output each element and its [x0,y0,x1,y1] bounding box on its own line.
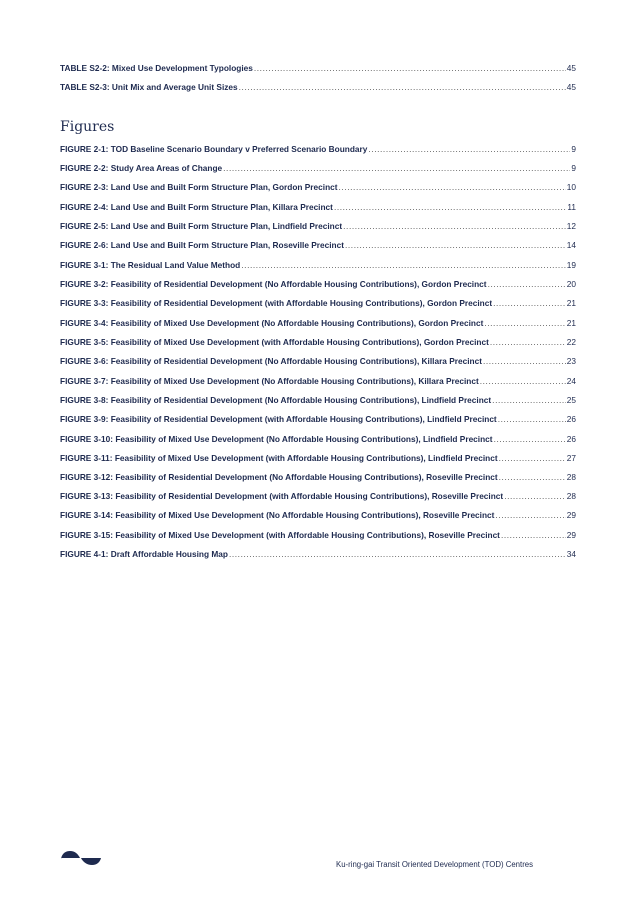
toc-entry-label: FIGURE 3-12: Feasibility of Residential Development (No Affordable Housing Contributions), Roseville Precinct [60,472,498,482]
dot-leader [480,376,566,386]
toc-entry-figure[interactable] [60,414,576,424]
toc-entry-label: FIGURE 3-14: Feasibility of Mixed Use Development (No Affordable Housing Contributions), Roseville Precinct [60,510,495,520]
toc-entry-figure[interactable] [60,510,576,520]
toc-page-number: 12 [566,221,576,231]
toc-page-number: 9 [571,144,576,154]
toc-entry-label: FIGURE 4-1: Draft Affordable Housing Map [60,549,228,559]
dot-leader [343,221,566,231]
toc-entry-figure[interactable] [60,472,576,482]
toc-entry-figure[interactable] [60,260,576,270]
toc-page-number: 22 [566,337,576,347]
toc-entry-label: FIGURE 3-5: Feasibility of Mixed Use Development (with Affordable Housing Contributions), Gordon Precinct [60,337,489,347]
toc-entry-figure[interactable] [60,298,576,308]
toc-entry-label: FIGURE 2-2: Study Area Areas of Change [60,163,223,173]
toc-entry-label: FIGURE 3-9: Feasibility of Residential Development (with Affordable Housing Contributions), Lindfield Precinct [60,414,497,424]
dot-leader [368,144,570,154]
toc-page-number: 29 [566,510,576,520]
toc-page-number: 21 [566,298,576,308]
dot-leader [254,63,566,73]
dot-leader [490,337,566,347]
toc-page-number: 23 [566,356,576,366]
footer-document-title: Ku-ring-gai Transit Oriented Development (TOD) Centres [336,860,534,869]
toc-page-number: 45 [566,63,576,73]
toc-entry-label: FIGURE 2-1: TOD Baseline Scenario Boundary v Preferred Scenario Boundary [60,144,368,154]
dot-leader [501,530,566,540]
toc-entry-figure[interactable] [60,337,576,347]
toc-entry-figure[interactable] [60,221,576,231]
toc-page-number: 20 [566,279,576,289]
dot-leader [504,491,566,501]
dot-leader [339,182,566,192]
dot-leader [334,202,566,212]
toc-entry-figure[interactable] [60,453,576,463]
toc-entry-figure[interactable] [60,318,576,328]
toc-entry-label: FIGURE 2-6: Land Use and Built Form Structure Plan, Roseville Precinct [60,240,344,250]
dot-leader [499,453,566,463]
toc-entry-label: FIGURE 2-5: Land Use and Built Form Structure Plan, Lindfield Precinct [60,221,343,231]
toc-entry-table-s2-3[interactable] [60,82,576,92]
toc-entry-label: FIGURE 3-1: The Residual Land Value Method [60,260,241,270]
toc-entry-label: FIGURE 3-13: Feasibility of Residential Development (with Affordable Housing Contributions), Roseville Precinct [60,491,504,501]
toc-entry-label: FIGURE 3-4: Feasibility of Mixed Use Development (No Affordable Housing Contributions), Gordon Precinct [60,318,484,328]
toc-page-number: 25 [566,395,576,405]
toc-entry-figure[interactable] [60,240,576,250]
figures-heading: Figures [60,119,115,135]
toc-page-number: 14 [566,240,576,250]
dot-leader [495,510,565,520]
wave-logo-icon [60,848,102,873]
toc-entry-label: FIGURE 3-10: Feasibility of Mixed Use Development (No Affordable Housing Contributions), Lindfield Precinct [60,434,493,444]
toc-page-number: 28 [566,491,576,501]
dot-leader [483,356,566,366]
toc-entry-figure[interactable] [60,144,576,154]
toc-entry-figure[interactable] [60,356,576,366]
toc-page-number: 34 [566,549,576,559]
toc-entry-table-s2-2[interactable] [60,63,576,73]
dot-leader [492,395,566,405]
toc-entry-label: FIGURE 3-2: Feasibility of Residential Development (No Affordable Housing Contributions), Gordon Precinct [60,279,487,289]
toc-entry-label: FIGURE 3-3: Feasibility of Residential Development (with Affordable Housing Contributions), Gordon Precinct [60,298,493,308]
toc-page-number: 45 [566,82,576,92]
toc-page-number: 26 [566,414,576,424]
toc-entry-figure[interactable] [60,202,576,212]
toc-entry-label: TABLE S2-3: Unit Mix and Average Unit Sizes [60,82,238,92]
toc-entry-figure[interactable] [60,279,576,289]
toc-entry-label: FIGURE 2-4: Land Use and Built Form Structure Plan, Killara Precinct [60,202,333,212]
dot-leader [498,414,566,424]
toc-entry-label: TABLE S2-2: Mixed Use Development Typologies [60,63,253,73]
toc-entry-label: FIGURE 3-15: Feasibility of Mixed Use Development (with Affordable Housing Contributions), Roseville Precinct [60,530,500,540]
toc-entry-figure[interactable] [60,182,576,192]
toc-entry-label: FIGURE 3-8: Feasibility of Residential Development (No Affordable Housing Contributions), Lindfield Precinct [60,395,492,405]
dot-leader [239,82,566,92]
toc-entry-figure[interactable] [60,491,576,501]
toc-page-number: 26 [566,434,576,444]
toc-page-number: 10 [566,182,576,192]
toc-entry-figure[interactable] [60,530,576,540]
toc-entry-figure[interactable] [60,395,576,405]
dot-leader [499,472,566,482]
toc-entry-figure[interactable] [60,434,576,444]
toc-entry-label: FIGURE 3-7: Feasibility of Mixed Use Development (No Affordable Housing Contributions), Killara Precinct [60,376,479,386]
dot-leader [345,240,566,250]
dot-leader [241,260,566,270]
toc-page-number: 28 [566,472,576,482]
toc-entry-label: FIGURE 3-11: Feasibility of Mixed Use Development (with Affordable Housing Contributions), Lindfield Precinct [60,453,498,463]
toc-page-number: 27 [566,453,576,463]
dot-leader [229,549,566,559]
toc-entry-label: FIGURE 2-3: Land Use and Built Form Structure Plan, Gordon Precinct [60,182,338,192]
dot-leader [223,163,570,173]
dot-leader [488,279,566,289]
toc-entry-figure[interactable] [60,549,576,559]
toc-page-number: 24 [566,376,576,386]
dot-leader [493,298,566,308]
toc-page-number: 19 [566,260,576,270]
toc-entry-label: FIGURE 3-6: Feasibility of Residential Development (No Affordable Housing Contributions), Killara Precinct [60,356,482,366]
toc-entry-figure[interactable] [60,376,576,386]
toc-page-number: 9 [571,163,576,173]
toc-page-number: 11 [567,202,576,212]
dot-leader [494,434,566,444]
toc-entry-figure[interactable] [60,163,576,173]
dot-leader [484,318,565,328]
toc-page-number: 21 [566,318,576,328]
toc-page-number: 29 [566,530,576,540]
